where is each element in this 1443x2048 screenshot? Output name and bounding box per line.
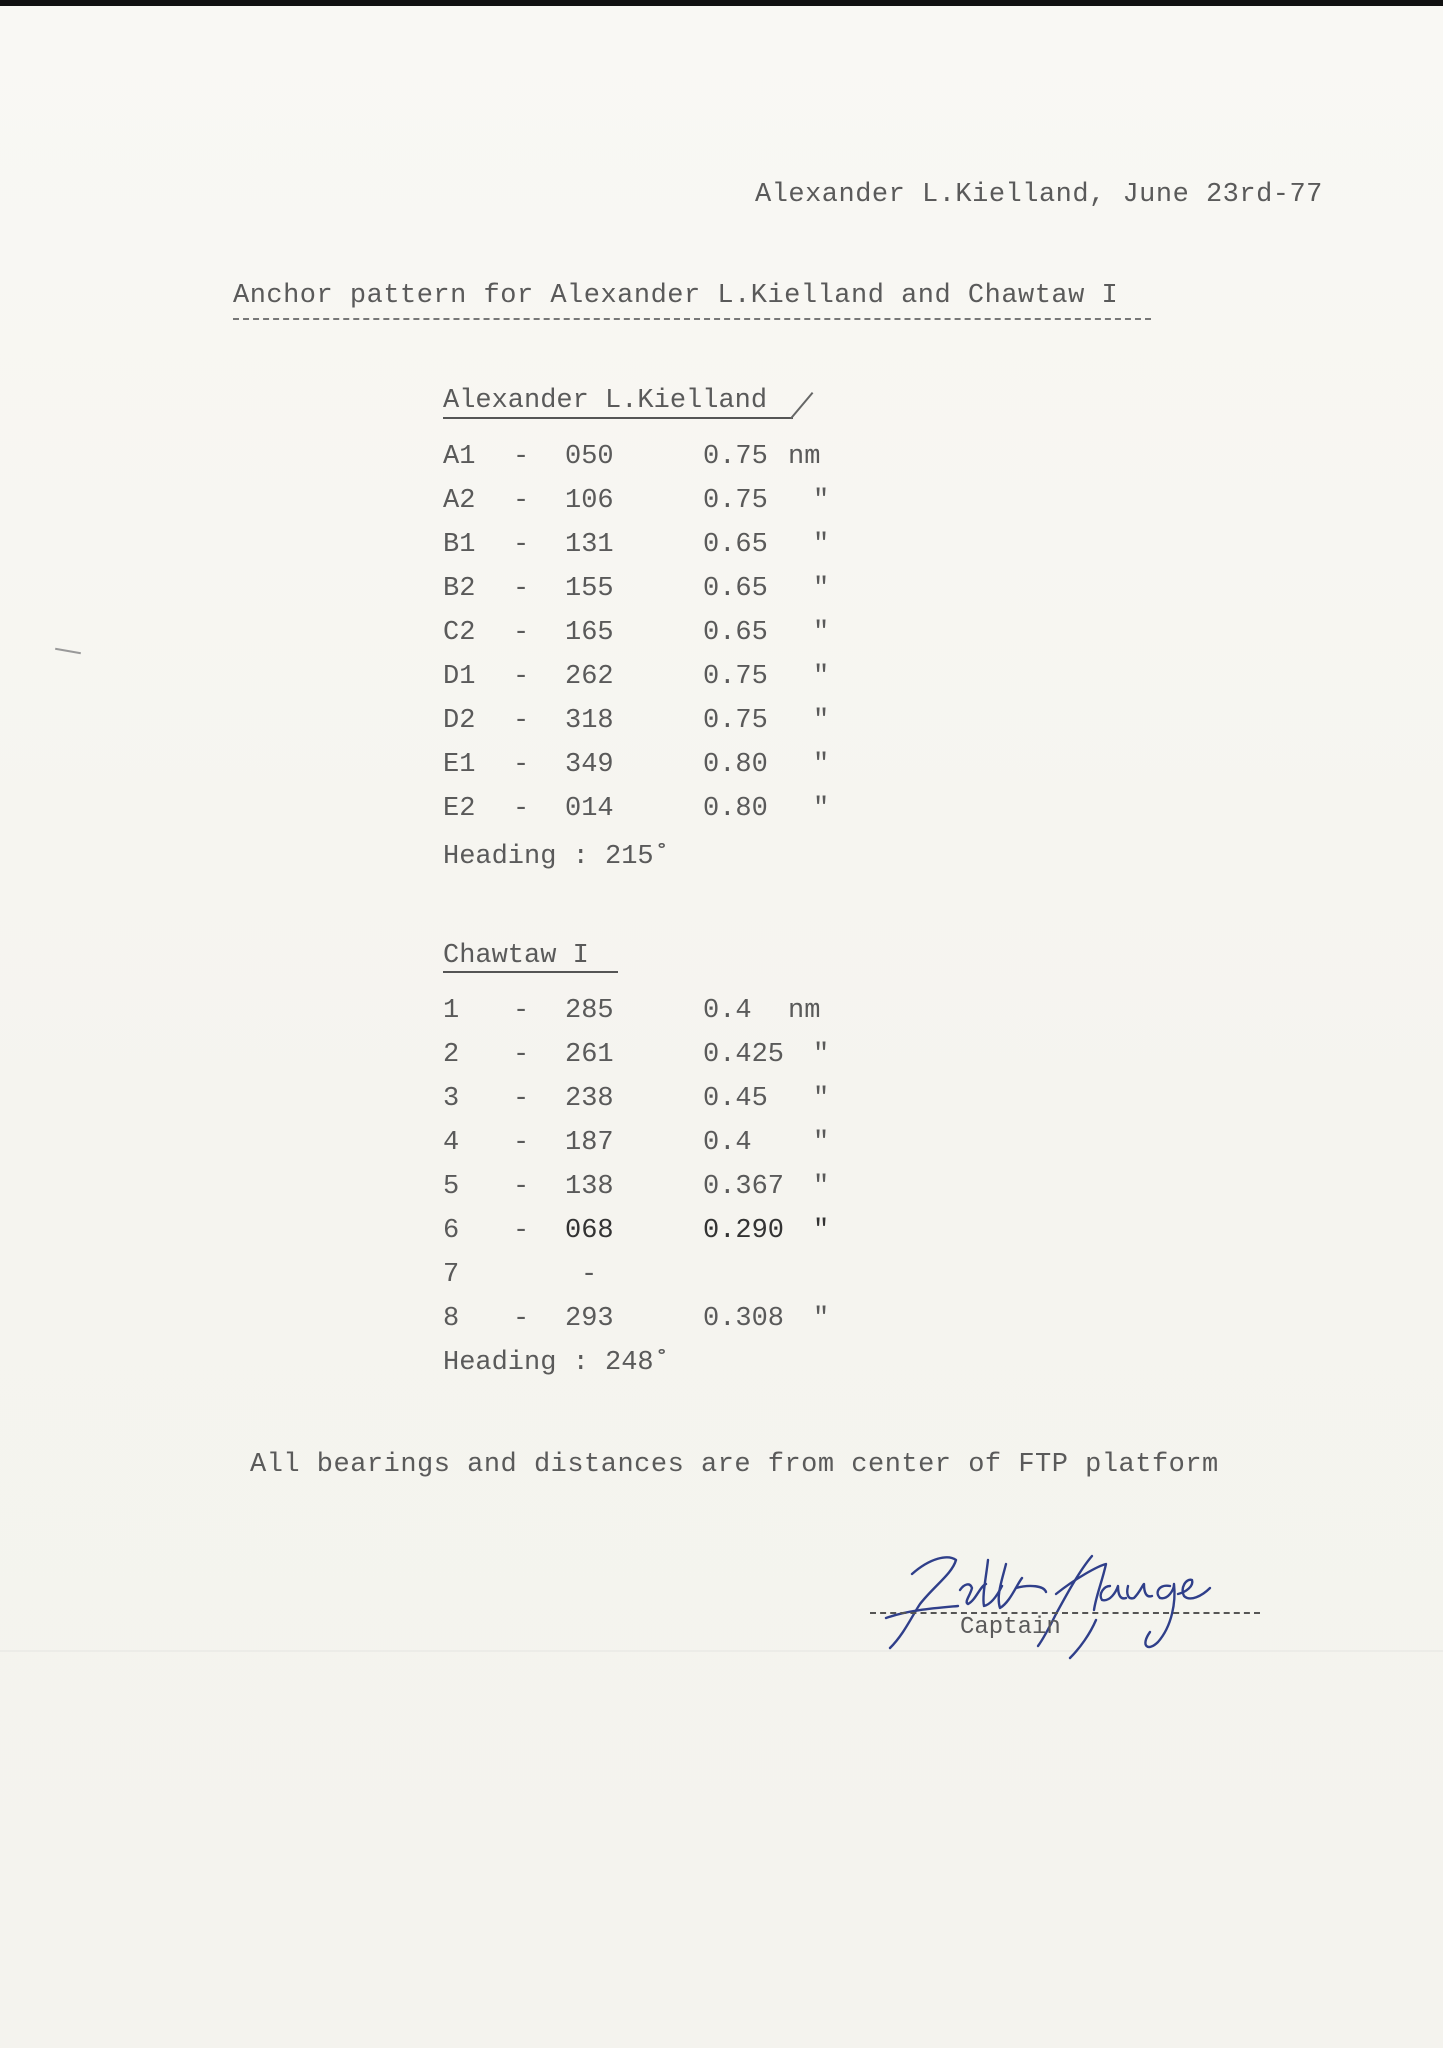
anchor-distance: 0.80 xyxy=(703,750,768,780)
separator-dash: - xyxy=(513,486,530,516)
distance-unit: " xyxy=(813,486,830,516)
distance-unit: " xyxy=(813,530,830,560)
anchor-id: 1 xyxy=(443,996,460,1026)
heading-kielland: Heading : 215˚ xyxy=(443,842,670,872)
distance-unit: " xyxy=(813,794,830,824)
separator-dash: - xyxy=(513,1304,530,1334)
anchor-distance: 0.75 xyxy=(703,662,768,692)
footer-note: All bearings and distances are from center of FTP platform xyxy=(250,1450,1219,1480)
separator-dash: - xyxy=(513,662,530,692)
title-underline xyxy=(233,318,1151,320)
separator-dash: - xyxy=(513,574,530,604)
distance-unit: " xyxy=(813,618,830,648)
anchor-bearing: 293 xyxy=(565,1304,614,1334)
anchor-id: A1 xyxy=(443,442,476,472)
anchor-bearing: 349 xyxy=(565,750,614,780)
anchor-bearing: 318 xyxy=(565,706,614,736)
section-underline-chawtaw xyxy=(443,971,618,973)
signature-block xyxy=(860,1530,1260,1670)
anchor-bearing: 285 xyxy=(565,996,614,1026)
separator-dash: - xyxy=(513,750,530,780)
anchor-distance: 0.80 xyxy=(703,794,768,824)
anchor-bearing: 068 xyxy=(565,1216,614,1246)
anchor-id: B1 xyxy=(443,530,476,560)
distance-unit: " xyxy=(813,1128,830,1158)
anchor-distance: 0.65 xyxy=(703,530,768,560)
distance-unit: " xyxy=(813,706,830,736)
anchor-distance: 0.75 xyxy=(703,706,768,736)
anchor-bearing: 262 xyxy=(565,662,614,692)
anchor-bearing: 187 xyxy=(565,1128,614,1158)
anchor-id: E1 xyxy=(443,750,476,780)
anchor-id: 4 xyxy=(443,1128,460,1158)
separator-dash: - xyxy=(513,442,530,472)
anchor-id: A2 xyxy=(443,486,476,516)
anchor-id: D2 xyxy=(443,706,476,736)
distance-unit: " xyxy=(813,750,830,780)
separator-dash: - xyxy=(513,996,530,1026)
anchor-id: D1 xyxy=(443,662,476,692)
anchor-distance: 0.4 xyxy=(703,996,752,1026)
separator-dash: - xyxy=(513,1128,530,1158)
anchor-distance: 0.45 xyxy=(703,1084,768,1114)
anchor-bearing: - xyxy=(581,1260,598,1290)
separator-dash: - xyxy=(513,794,530,824)
anchor-distance: 0.367 xyxy=(703,1172,785,1202)
anchor-bearing: 014 xyxy=(565,794,614,824)
anchor-distance: 0.75 xyxy=(703,486,768,516)
distance-unit: nm xyxy=(788,996,821,1026)
anchor-distance: 0.65 xyxy=(703,618,768,648)
distance-unit: " xyxy=(813,1172,830,1202)
distance-unit: " xyxy=(813,1040,830,1070)
anchor-distance: 0.290 xyxy=(703,1216,785,1246)
distance-unit: " xyxy=(813,662,830,692)
separator-dash: - xyxy=(513,1040,530,1070)
signature-role: Captain xyxy=(960,1614,1061,1641)
section-title-chawtaw: Chawtaw I xyxy=(443,941,589,971)
anchor-id: 6 xyxy=(443,1216,460,1246)
anchor-bearing: 131 xyxy=(565,530,614,560)
distance-unit: " xyxy=(813,1216,830,1246)
margin-mark xyxy=(55,648,81,654)
separator-dash: - xyxy=(513,1172,530,1202)
distance-unit: " xyxy=(813,1304,830,1334)
anchor-distance: 0.425 xyxy=(703,1040,785,1070)
anchor-bearing: 155 xyxy=(565,574,614,604)
date-line: Alexander L.Kielland, June 23rd-77 xyxy=(755,180,1323,210)
separator-dash: - xyxy=(513,618,530,648)
anchor-distance: 0.65 xyxy=(703,574,768,604)
anchor-bearing: 106 xyxy=(565,486,614,516)
anchor-id: 5 xyxy=(443,1172,460,1202)
check-mark-icon xyxy=(790,392,813,419)
anchor-bearing: 238 xyxy=(565,1084,614,1114)
anchor-distance: 0.4 xyxy=(703,1128,752,1158)
anchor-bearing: 138 xyxy=(565,1172,614,1202)
anchor-bearing: 261 xyxy=(565,1040,614,1070)
anchor-id: C2 xyxy=(443,618,476,648)
anchor-id: 2 xyxy=(443,1040,460,1070)
document-title: Anchor pattern for Alexander L.Kielland and Chawtaw I xyxy=(233,281,1119,311)
separator-dash: - xyxy=(513,1084,530,1114)
separator-dash: - xyxy=(513,1216,530,1246)
section-title-kielland: Alexander L.Kielland xyxy=(443,386,768,416)
signature-line xyxy=(870,1612,1260,1614)
page-top-edge xyxy=(0,0,1443,6)
separator-dash: - xyxy=(513,706,530,736)
anchor-bearing: 050 xyxy=(565,442,614,472)
signature-image xyxy=(860,1530,1260,1670)
anchor-id: E2 xyxy=(443,794,476,824)
distance-unit: " xyxy=(813,574,830,604)
heading-chawtaw: Heading : 248˚ xyxy=(443,1348,670,1378)
anchor-distance: 0.308 xyxy=(703,1304,785,1334)
anchor-bearing: 165 xyxy=(565,618,614,648)
anchor-distance: 0.75 xyxy=(703,442,768,472)
anchor-id: 3 xyxy=(443,1084,460,1114)
distance-unit: nm xyxy=(788,442,821,472)
anchor-id: 8 xyxy=(443,1304,460,1334)
anchor-id: 7 xyxy=(443,1260,460,1290)
anchor-id: B2 xyxy=(443,574,476,604)
separator-dash: - xyxy=(513,530,530,560)
section-underline-kielland xyxy=(443,417,793,419)
distance-unit: " xyxy=(813,1084,830,1114)
